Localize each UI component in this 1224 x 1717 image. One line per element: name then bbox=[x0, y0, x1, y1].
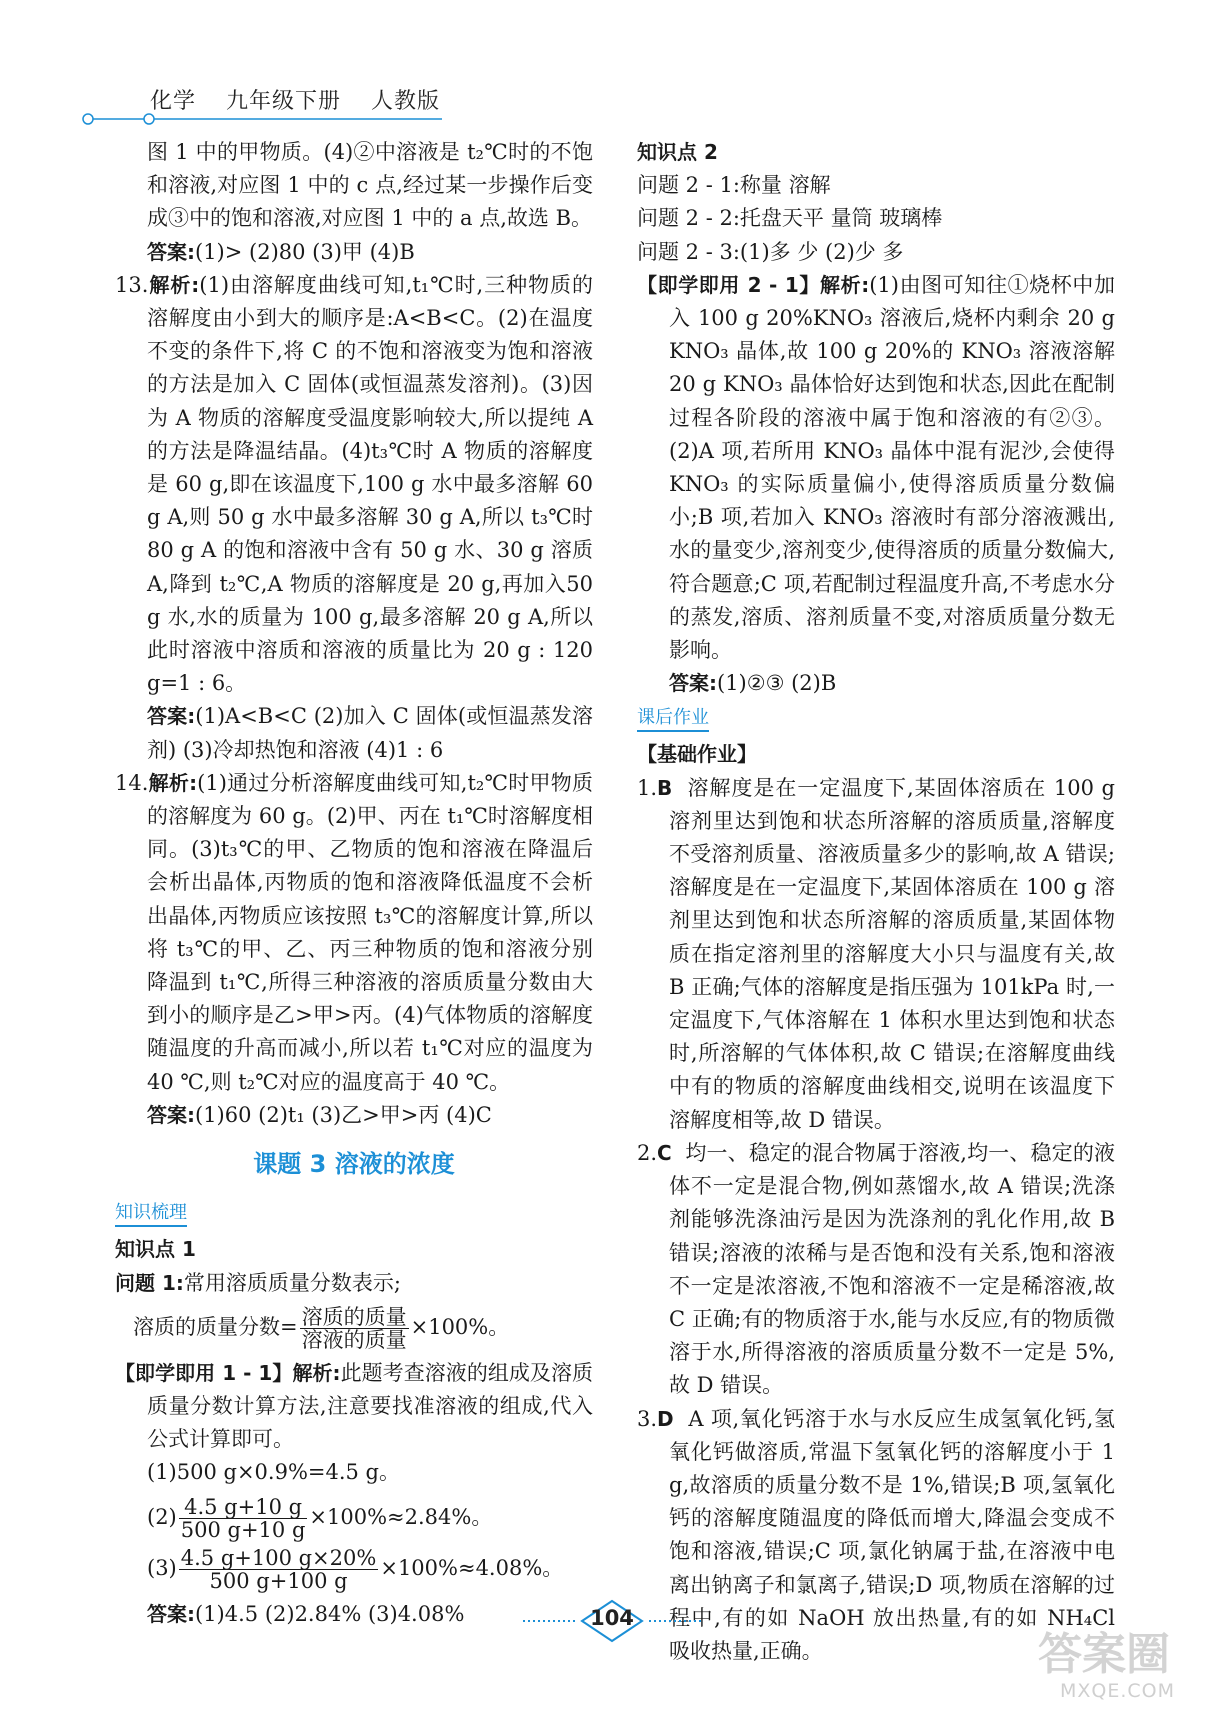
q12-continuation: 图 1 中的甲物质。(4)②中溶液是 t₂℃时的不饱和溶液,对应图 1 中的 c 点,经过某一步操作后变成③中的饱和溶液,对应图 1 中的 a 点,故选 B。 bbox=[147, 140, 593, 231]
page-header bbox=[150, 84, 462, 115]
calc-result: ×100%≈2.84%。 bbox=[309, 1504, 493, 1529]
fraction-denominator: 溶液的质量 bbox=[301, 1327, 407, 1352]
calc-index: (3) bbox=[147, 1555, 177, 1580]
calc-2 bbox=[115, 1496, 593, 1541]
watermark-logo: 答案圈 bbox=[1038, 1629, 1170, 1680]
question-2-3: 问题 2 - 3:(1)多 少 (2)少 多 bbox=[637, 239, 904, 264]
question-label: 问题 1: bbox=[115, 1270, 184, 1295]
formula-rhs: ×100%。 bbox=[410, 1314, 510, 1339]
item-number: 2. bbox=[637, 1140, 658, 1165]
answer-label: 答案: bbox=[147, 704, 196, 729]
q12-answer bbox=[115, 236, 593, 269]
item-answer: C bbox=[657, 1140, 672, 1165]
item-number: 1. bbox=[637, 775, 658, 800]
knowledge-point-2: 知识点 2 bbox=[637, 140, 718, 164]
question-number: 13. bbox=[115, 272, 149, 297]
fraction-numerator: 4.5 g+100 g×20% bbox=[180, 1545, 377, 1570]
formula-fraction bbox=[300, 1306, 409, 1351]
exercise-tag: 【即学即用 1 - 1】 bbox=[115, 1360, 293, 1385]
calc-3-fraction bbox=[179, 1547, 379, 1592]
explanation-text: (1)通过分析溶解度曲线可知,t₂℃时甲物质的溶解度为 60 g。(2)甲、丙在 t₁℃时溶解度相同。(3)t₃℃的甲、乙物质的饱和溶液在降温后会析出晶体,丙物质的饱和溶液降低温度不会析出晶体,丙物质应该按照 t₃℃的溶解度计算,所以将 t₃℃的甲、乙、丙三种物质的饱和溶液分别降温到 t₁℃,所得三种溶液的溶质质量分数由大到小的顺序是乙>甲>丙。(4)气体物质的溶解度随温度的升高而减小,所以若 t₁℃对应的温度为 40 ℃,则 t₂℃对应的温度高于 40 ℃。 bbox=[147, 770, 594, 1094]
fraction-numerator: 4.5 g+10 g bbox=[179, 1496, 308, 1519]
q13-answer bbox=[115, 700, 593, 766]
question-text: 常用溶质质量分数表示; bbox=[183, 1270, 401, 1295]
explanation-text: (1)由溶解度曲线可知,t₁℃时,三种物质的溶解度由小到大的顺序是:A<B<C。(2)在温度不变的条件下,将 C 的不饱和溶液变为饱和溶液的方法是加入 C 固体(或恒温蒸发溶剂)。(3)因为 A 物质的溶解度受温度影响较大,所以提纯 A 的方法是降温结晶。(4)t₃℃时 A 物质的溶解度是 60 g,即在该温度下,100 g 水中最多溶解 60 g A,则 50 g 水中最多溶解 30 g A,所以 t₃℃时 80 g A 的饱和溶液中含有 50 g 水、30 g 溶质 A,降到 t₂℃,A 物质的溶解度是 20 g,再加入50 g 水,水的质量为 100 g,最多溶解 20 g A,所以此时溶液中溶质和溶液的质量比为 20 g : 120 g=1 : 6。 bbox=[147, 272, 593, 696]
formula-lhs: 溶质的质量分数= bbox=[133, 1314, 298, 1339]
fraction-denominator: 500 g+10 g bbox=[180, 1517, 306, 1542]
exercise-2-1 bbox=[637, 269, 1115, 667]
exercise-1-1 bbox=[115, 1357, 593, 1457]
watermark-url: MXQE.COM bbox=[1060, 1680, 1176, 1702]
item-explanation: 溶解度是在一定温度下,某固体溶质在 100 g 溶剂里达到饱和状态所溶解的溶质质量,溶解度不受溶剂质量、溶液质量多少的影响,故 A 错误;溶解度是在一定温度下,某固体溶质在 100 g 溶剂里达到饱和状态所溶解的溶质质量,某固体物质在指定溶剂里的溶解度大小只与温度有关,故 B 正确;气体的溶解度是指压强为 101kPa 时,一定温度下,气体溶解在 1 体积水里达到饱和状态时,所溶解的气体体积,故 C 错误;在溶解度曲线中有的物质的溶解度曲线相交,说明在该温度下溶解度相等,故 D 错误。 bbox=[669, 775, 1115, 1132]
item-answer: D bbox=[657, 1406, 674, 1431]
question-1 bbox=[115, 1267, 593, 1300]
calc-2-fraction bbox=[179, 1496, 308, 1541]
explanation-text: (1)由图可知往①烧杯中加入 100 g 20%KNO₃ 溶液后,烧杯内剩余 20 g KNO₃ 晶体,故 100 g 20%的 KNO₃ 溶液溶解 20 g KNO₃ 晶体恰好达到饱和状态,因此在配制过程各阶段的溶液中属于饱和溶液的有②③。(2)A 项,若所用 KNO₃ 晶体中混有泥沙,会使得 KNO₃ 的实际质量偏小,使得溶质质量分数偏小;B 项,若加入 KNO₃ 溶液时有部分溶液溅出,水的量变少,溶剂变少,使得溶质的质量分数偏大,符合题意;C 项,若配制过程温度升高,不考虑水分的蒸发,溶质、溶剂质量不变,对溶质质量分数无影响。 bbox=[669, 272, 1115, 663]
exercise-2-1-answer bbox=[637, 667, 1115, 700]
answer-label: 答案: bbox=[147, 239, 195, 264]
explanation-label: 解析: bbox=[148, 770, 198, 795]
basic-homework-heading: 【基础作业】 bbox=[637, 742, 757, 767]
calc-3 bbox=[115, 1547, 593, 1592]
question-number: 14. bbox=[115, 770, 149, 795]
answer-label: 答案: bbox=[147, 1102, 195, 1127]
answer-text: (1)②③ (2)B bbox=[717, 671, 837, 696]
left-column bbox=[115, 136, 593, 1631]
right-column bbox=[637, 136, 1115, 1668]
q14-answer bbox=[115, 1099, 593, 1132]
homework-item-2 bbox=[637, 1137, 1115, 1403]
exercise-tag: 【即学即用 2 - 1】 bbox=[637, 272, 821, 297]
question-2-1: 问题 2 - 1:称量 溶解 bbox=[637, 173, 831, 198]
knowledge-point-1: 知识点 1 bbox=[115, 1237, 196, 1262]
item-explanation: 均一、稳定的混合物属于溶液,均一、稳定的液体不一定是混合物,例如蒸馏水,故 A 错误;洗涤剂能够洗涤油污是因为洗涤剂的乳化作用,故 B 错误;溶液的浓稀与是否饱和没有关系,饱和溶液不一定是浓溶液,不饱和溶液不一定是稀溶液,故 C 正确;有的物质溶于水,能与水反应,有的物质微溶于水,所得溶液的溶质质量分数不一定是 5%,故 D 错误。 bbox=[669, 1140, 1115, 1398]
explanation-label: 解析: bbox=[820, 272, 870, 297]
mass-fraction-formula bbox=[115, 1306, 593, 1351]
explanation-label: 解析: bbox=[292, 1360, 341, 1385]
item-answer: B bbox=[657, 775, 673, 800]
calc-1: (1)500 g×0.9%=4.5 g。 bbox=[147, 1460, 401, 1485]
header-decoration-line bbox=[82, 112, 442, 126]
explanation-text: 此题考查溶液的组成及溶质质量分数计算方法,注意要找准溶液的组成,代入公式计算即可。 bbox=[147, 1360, 594, 1452]
header-edition: 人教版 bbox=[371, 89, 441, 114]
explanation-label: 解析: bbox=[148, 272, 200, 297]
section-homework: 课后作业 bbox=[637, 706, 709, 732]
fraction-numerator: 溶质的质量 bbox=[301, 1304, 407, 1329]
item-number: 3. bbox=[637, 1406, 658, 1431]
answer-label: 答案: bbox=[147, 1601, 195, 1626]
answer-label: 答案: bbox=[669, 671, 717, 696]
answer-text: (1)4.5 (2)2.84% (3)4.08% bbox=[195, 1601, 465, 1626]
header-grade: 九年级下册 bbox=[226, 89, 342, 114]
q14-explanation bbox=[115, 767, 593, 1099]
section-knowledge-review: 知识梳理 bbox=[115, 1201, 187, 1227]
fraction-denominator: 500 g+100 g bbox=[209, 1568, 348, 1593]
page-number: 104 bbox=[590, 1606, 634, 1630]
lesson-title: 课题 3 溶液的浓度 bbox=[253, 1150, 455, 1179]
q13-explanation bbox=[115, 269, 593, 701]
calc-result: ×100%≈4.08%。 bbox=[380, 1555, 564, 1580]
exercise-1-1-answer bbox=[115, 1598, 593, 1631]
header-subject: 化学 bbox=[150, 89, 197, 114]
answer-text: (1)> (2)80 (3)甲 (4)B bbox=[195, 239, 415, 264]
calc-index: (2) bbox=[147, 1504, 177, 1529]
answer-text: (1)A<B<C (2)加入 C 固体(或恒温蒸发溶剂) (3)冷却热饱和溶液 (4)1 : 6 bbox=[147, 704, 593, 762]
question-2-2: 问题 2 - 2:托盘天平 量筒 玻璃棒 bbox=[637, 206, 943, 231]
answer-text: (1)60 (2)t₁ (3)乙>甲>丙 (4)C bbox=[195, 1102, 492, 1127]
homework-item-1 bbox=[637, 772, 1115, 1137]
item-explanation: A 项,氧化钙溶于水与水反应生成氢氧化钙,氢氧化钙做溶质,常温下氢氧化钙的溶解度小于 1 g,故溶质的质量分数不是 1%,错误;B 项,氢氧化钙的溶解度随温度的降低而增大,降温会变成不饱和溶液,错误;C 项,氯化钠属于盐,在溶液中电离出钠离子和氯离子,错误;D 项,物质在溶解的过程中,有的如 NaOH 放出热量,有的如 NH₄Cl 吸收热量,正确。 bbox=[669, 1406, 1115, 1663]
